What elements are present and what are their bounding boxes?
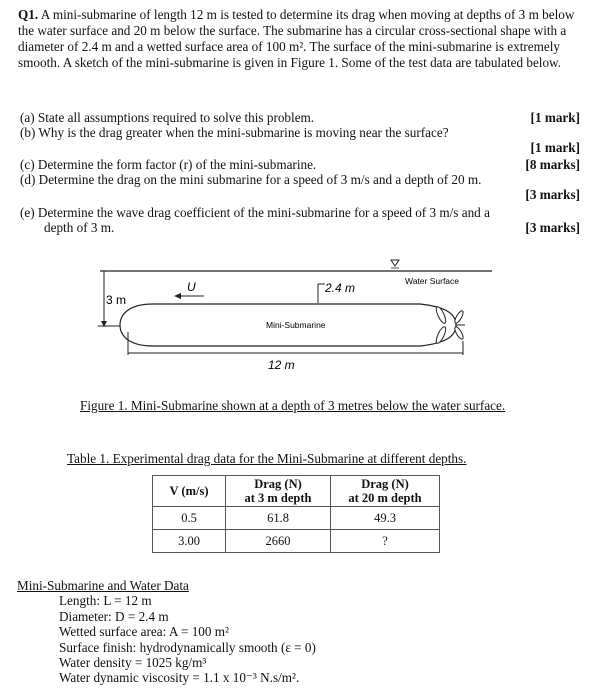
part-a-text: (a) State all assumptions required to solve this problem. xyxy=(20,110,315,125)
data-surface-finish: Surface finish: hydrodynamically smooth (ε = 0) xyxy=(59,639,316,655)
data-water-density: Water density = 1025 kg/m³ xyxy=(59,655,207,671)
part-b xyxy=(20,125,580,155)
submarine-figure xyxy=(0,255,605,380)
velocity-arrow-head xyxy=(174,293,181,299)
question-intro xyxy=(18,7,578,71)
depth-label: 3 m xyxy=(106,293,127,307)
data-water-viscosity: Water dynamic viscosity = 1.1 x 10⁻³ N.s/m². xyxy=(59,670,300,686)
data-diameter: Diameter: D = 2.4 m xyxy=(59,608,169,624)
part-b-marks: [1 mark] xyxy=(530,140,580,155)
part-e xyxy=(20,205,580,235)
part-c xyxy=(20,157,580,172)
cell-velocity: 0.5 xyxy=(153,507,226,530)
part-c-marks: [8 marks] xyxy=(525,157,580,172)
water-level-symbol xyxy=(391,260,399,266)
part-a-marks: [1 mark] xyxy=(530,110,580,125)
part-d-marks: [3 marks] xyxy=(525,187,580,202)
header-velocity: V (m/s) xyxy=(153,476,226,507)
header-drag-3m xyxy=(226,476,331,507)
table-caption: Table 1. Experimental drag data for the Mini-Submarine at different depths. xyxy=(67,451,467,466)
part-d xyxy=(20,172,580,202)
header-drag-20m xyxy=(331,476,440,507)
body-label: Mini-Submarine xyxy=(266,320,326,330)
cell-drag-20m: ? xyxy=(331,530,440,553)
part-e-text: (e) Determine the wave drag coefficient of the mini-submarine for a speed of 3 m/s and a xyxy=(20,205,490,220)
figure-caption: Figure 1. Mini-Submarine shown at a depth of 3 metres below the water surface. xyxy=(80,398,506,413)
table-header-row xyxy=(153,476,440,507)
data-length: Length: L = 12 m xyxy=(59,593,152,609)
data-heading: Mini-Submarine and Water Data xyxy=(17,578,189,593)
drag-data-table xyxy=(152,475,440,553)
header-drag-3m-line1: Drag (N) xyxy=(254,477,302,491)
data-wetted-area: Wetted surface area: A = 100 m² xyxy=(59,624,229,640)
question-number: Q1. xyxy=(18,7,39,22)
diameter-label: 2.4 m xyxy=(325,281,356,295)
part-c-text: (c) Determine the form factor (r) of the mini-submarine. xyxy=(20,157,317,172)
submarine-data-section xyxy=(17,578,316,686)
length-label: 12 m xyxy=(268,358,295,372)
cell-drag-3m: 2660 xyxy=(226,530,331,553)
cell-velocity: 3.00 xyxy=(153,530,226,553)
question-intro-text: A mini-submarine of length 12 m is tested to determine its drag when moving at depths of 3 m below the water surface and 20 m below the surface. The submarine has a circular cross-sectional shape with a diameter of 2.4 m and a wetted surface area of 100 m². The surface of the mini-submarine is extremely smooth. A sketch of the mini-submarine is given in Figure 1. Some of the test data are tabulated below. xyxy=(18,7,575,70)
part-b-text: (b) Why is the drag greater when the mini-submarine is moving near the surface? xyxy=(20,125,449,140)
part-a xyxy=(20,110,580,125)
table-row xyxy=(153,507,440,530)
velocity-label: U xyxy=(187,280,196,294)
part-e-line2 xyxy=(20,220,580,235)
part-e-marks: [3 marks] xyxy=(525,220,580,235)
cell-drag-3m: 61.8 xyxy=(226,507,331,530)
water-surface-label: Water Surface xyxy=(405,276,460,286)
part-e-text2: depth of 3 m. xyxy=(44,220,115,235)
table-row xyxy=(153,530,440,553)
header-drag-20m-line1: Drag (N) xyxy=(361,477,409,491)
header-drag-3m-line2: at 3 m depth xyxy=(244,491,312,505)
part-d-text: (d) Determine the drag on the mini submarine for a speed of 3 m/s and a depth of 20 m. xyxy=(20,172,482,187)
cell-drag-20m: 49.3 xyxy=(331,507,440,530)
header-drag-20m-line2: at 20 m depth xyxy=(348,491,422,505)
